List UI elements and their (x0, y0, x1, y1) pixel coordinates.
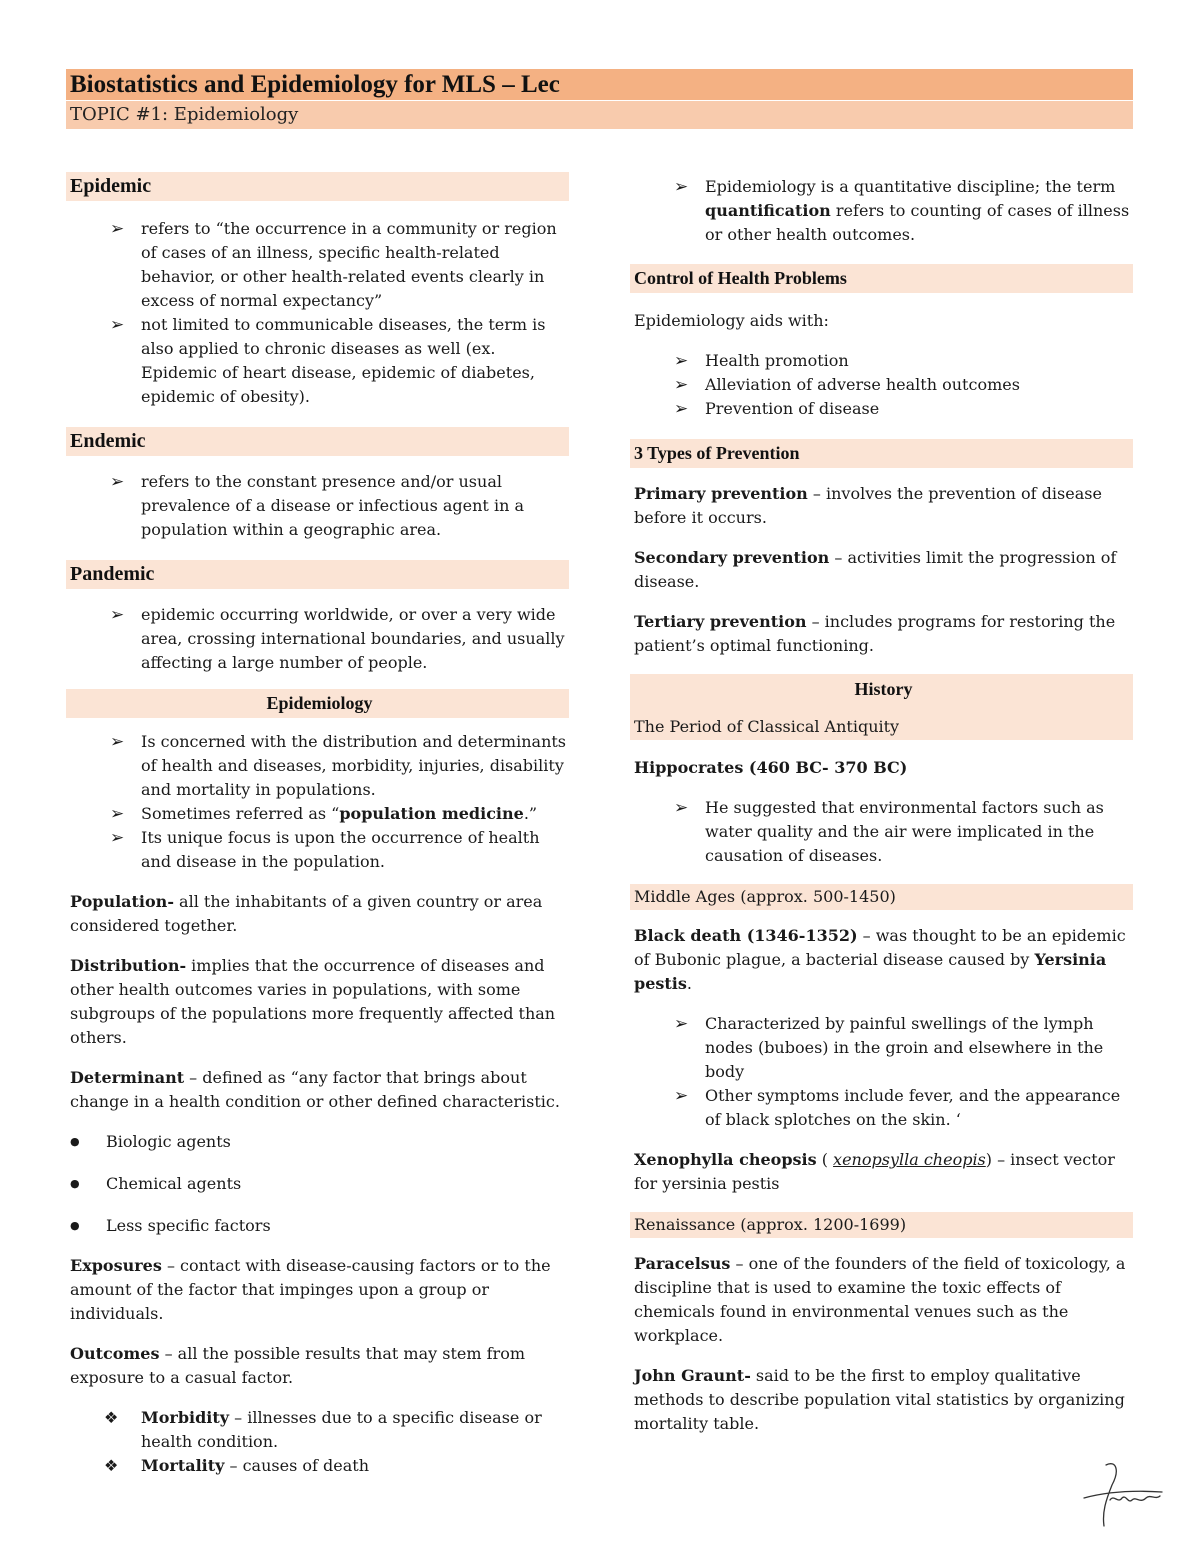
text: Sometimes referred as “ (141, 804, 340, 823)
scientific-name: xenopsylla cheopis (833, 1150, 986, 1169)
text: ( (816, 1150, 834, 1169)
outcomes-definition (66, 1342, 569, 1390)
term: Black death (1346-1352) (634, 926, 858, 945)
definition: all the inhabitants of a given country or area considered together. (70, 892, 543, 935)
list-item: ➢ Alleviation of adverse health outcomes (630, 373, 1133, 397)
quantitative-list (630, 175, 1133, 247)
definition: – all the possible results that may stem from exposure to a casual factor. (70, 1344, 525, 1387)
black-death-definition (630, 924, 1133, 996)
section-epidemiology-heading: Epidemiology (66, 689, 569, 718)
period-classical-antiquity: The Period of Classical Antiquity (630, 714, 1133, 740)
pandemic-list (66, 603, 569, 675)
topic-title: TOPIC #1: Epidemiology (66, 101, 1133, 129)
control-list (630, 349, 1133, 421)
document-title: Biostatistics and Epidemiology for MLS – Lec (66, 69, 1133, 100)
tertiary-prevention (630, 610, 1133, 658)
bold-term: Yersinia pestis (634, 950, 1107, 993)
paracelsus-definition (630, 1252, 1133, 1348)
section-pandemic-heading: Pandemic (66, 560, 569, 589)
list-item: ● Biologic agents (66, 1130, 569, 1154)
term: John Graunt- (634, 1366, 751, 1385)
graunt-definition (630, 1364, 1133, 1436)
definition: ) – insect vector for yersinia pestis (634, 1150, 1115, 1193)
list-item: ➢ He suggested that environmental factors such as water quality and the air were implicated in the causation of diseases. (630, 796, 1133, 868)
definition: – was thought to be an epidemic of Bubonic plague, a bacterial disease caused by (634, 926, 1126, 969)
right-column (630, 175, 1133, 1436)
primary-prevention (630, 482, 1133, 530)
section-history-heading: History (630, 674, 1133, 714)
term: Primary prevention (634, 484, 808, 503)
section-epidemic-heading: Epidemic (66, 172, 569, 201)
text: . (686, 974, 692, 993)
term: Paracelsus (634, 1254, 731, 1273)
outcomes-list (66, 1406, 569, 1478)
list-item: ● Chemical agents (66, 1172, 569, 1196)
epidemiology-list (66, 730, 569, 874)
definition: – includes programs for restoring the patient’s optimal functioning. (634, 612, 1116, 655)
definition: said to be the first to employ qualitative methods to describe population vital statistics by organizing mortality table. (634, 1366, 1125, 1433)
list-item: ➢ refers to “the occurrence in a community or region of cases of an illness, specific health-related behavior, or other health-related events clearly in excess of normal expectancy” (66, 217, 569, 313)
population-definition (66, 890, 569, 938)
text: .” (523, 804, 538, 823)
definition: – activities limit the progression of disease. (634, 548, 1117, 591)
term: Exposures (70, 1256, 162, 1275)
list-item: ➢ not limited to communicable diseases, the term is also applied to chronic diseases as well (ex. Epidemic of heart disease, epidemic of diabetes, epidemic of obesity). (66, 313, 569, 409)
section-endemic-heading: Endemic (66, 427, 569, 456)
left-column (66, 170, 569, 1478)
list-item (66, 802, 569, 826)
definition: implies that the occurrence of diseases and other health outcomes varies in populations, with some subgroups of the populations more frequently affected than others. (70, 956, 556, 1047)
definition: – defined as “any factor that brings about change in a health condition or other defined characteristic. (70, 1068, 560, 1111)
definition: – contact with disease-causing factors or to the amount of the factor that impinges upon a group or individuals. (70, 1256, 551, 1323)
term: Outcomes (70, 1344, 160, 1363)
period-middle-ages: Middle Ages (approx. 500-1450) (630, 884, 1133, 910)
hippocrates-list (630, 796, 1133, 868)
list-item: ➢ Characterized by painful swellings of the lymph nodes (buboes) in the groin and elsewhere in the body (630, 1012, 1133, 1084)
list-item (66, 1406, 569, 1454)
text: Epidemiology is a quantitative discipline; the term (705, 177, 1116, 196)
definition: – involves the prevention of disease before it occurs. (634, 484, 1102, 527)
list-item: ➢ Prevention of disease (630, 397, 1133, 421)
agents-list (66, 1130, 569, 1238)
secondary-prevention (630, 546, 1133, 594)
term: Xenophylla cheopsis (634, 1150, 817, 1169)
text: refers to counting of cases of illness or other health outcomes. (705, 201, 1130, 244)
term: Determinant (70, 1068, 185, 1087)
endemic-list (66, 470, 569, 542)
bold-term: population medicine (339, 804, 524, 823)
epidemic-list (66, 217, 569, 409)
term: Secondary prevention (634, 548, 830, 567)
bold-term: quantification (705, 201, 831, 220)
control-intro: Epidemiology aids with: (634, 311, 829, 330)
signature-image (1076, 1460, 1166, 1530)
list-item: ➢ Health promotion (630, 349, 1133, 373)
list-item: ➢ refers to the constant presence and/or usual prevalence of a disease or infectious agent in a population within a geographic area. (66, 470, 569, 542)
term: Morbidity (141, 1408, 230, 1427)
determinant-definition (66, 1066, 569, 1114)
definition: – one of the founders of the field of toxicology, a discipline that is used to examine the toxic effects of chemicals found in environmental venues such as the workplace. (634, 1254, 1126, 1345)
list-item: ➢ Its unique focus is upon the occurrence of health and disease in the population. (66, 826, 569, 874)
section-prevention-heading: 3 Types of Prevention (630, 439, 1133, 468)
list-item: ➢ Other symptoms include fever, and the appearance of black splotches on the skin. ‘ (630, 1084, 1133, 1132)
list-item: ➢ epidemic occurring worldwide, or over a very wide area, crossing international boundaries, and usually affecting a large number of people. (66, 603, 569, 675)
term: Population- (70, 892, 174, 911)
xenophylla-definition (630, 1148, 1133, 1196)
period-renaissance: Renaissance (approx. 1200-1699) (630, 1212, 1133, 1238)
term: Distribution- (70, 956, 187, 975)
list-item: ➢ Is concerned with the distribution and determinants of health and diseases, morbidity, injuries, disability and mortality in populations. (66, 730, 569, 802)
term: Mortality (141, 1456, 225, 1475)
exposures-definition (66, 1254, 569, 1326)
distribution-definition (66, 954, 569, 1050)
hippocrates-heading: Hippocrates (460 BC- 370 BC) (634, 758, 908, 777)
list-item (630, 175, 1133, 247)
list-item: ● Less specific factors (66, 1214, 569, 1238)
term: Tertiary prevention (634, 612, 807, 631)
definition: – causes of death (224, 1456, 369, 1475)
black-death-list (630, 1012, 1133, 1132)
definition: – illnesses due to a specific disease or health condition. (141, 1408, 542, 1451)
section-control-heading: Control of Health Problems (630, 264, 1133, 293)
list-item (66, 1454, 569, 1478)
